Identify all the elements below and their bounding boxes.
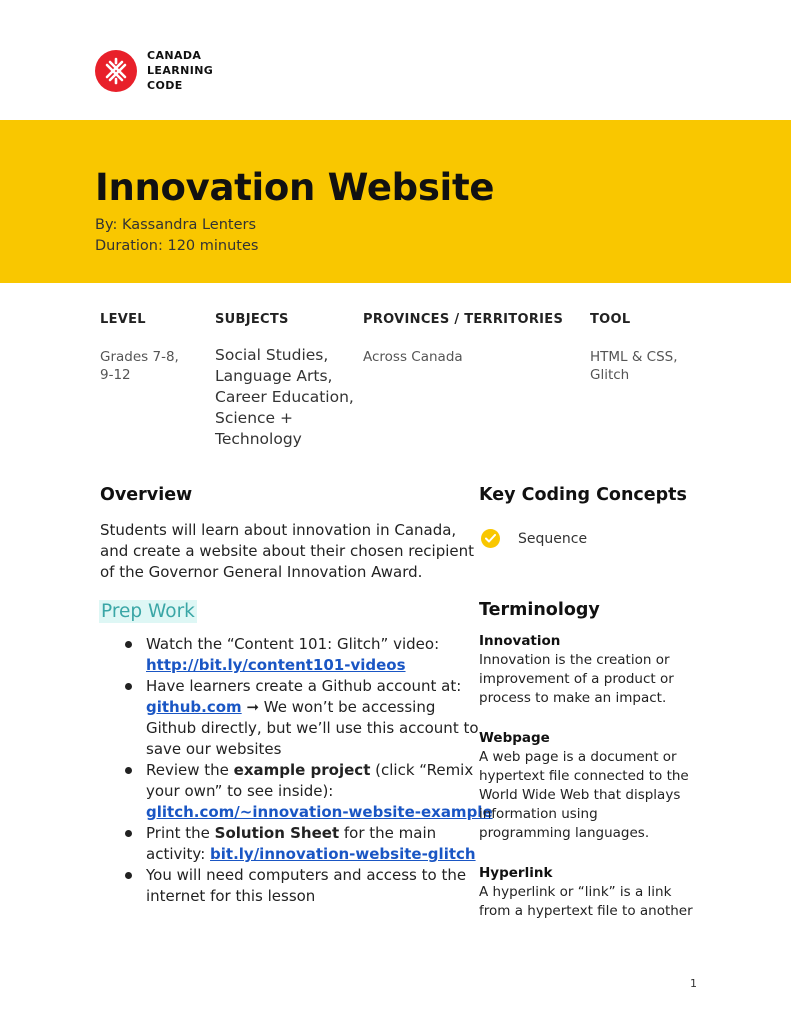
term-line: programming languages. (479, 825, 650, 841)
meta-subjects-heading: SUBJECTS (215, 312, 289, 327)
meta-line: Across Canada (363, 349, 463, 365)
list-item (122, 634, 482, 676)
prep-text: Have learners create a Github account at: (146, 677, 462, 695)
term-webpage (479, 729, 709, 843)
prep-work-heading: Prep Work (101, 601, 195, 622)
meta-provinces-value (363, 348, 563, 366)
term-line: hypertext file connected to the (479, 768, 689, 784)
bullet (125, 872, 132, 879)
prep-text: Print the (146, 824, 215, 842)
solution-sheet-label: Solution Sheet (214, 824, 340, 842)
prep-text: for the main (339, 824, 437, 842)
list-item (122, 865, 482, 907)
meta-tool-heading: TOOL (590, 312, 631, 327)
term-name: Innovation (479, 633, 561, 649)
overview-heading: Overview (100, 485, 193, 505)
term-line: World Wide Web that displays (479, 787, 681, 803)
prep-text: internet for this lesson (146, 887, 316, 905)
bullet (125, 683, 132, 690)
prep-text: We won’t be accessing (259, 698, 436, 716)
meta-line: Technology (215, 430, 302, 448)
meta-line: Grades 7-8, (100, 349, 179, 365)
prep-text: save our websites (146, 740, 282, 758)
meta-level-value (100, 348, 179, 384)
arrow-icon: ➞ (246, 698, 260, 716)
term-line: from a hypertext file to another (479, 903, 693, 919)
canada-learning-code-icon (95, 50, 137, 92)
term-line: process to make an impact. (479, 690, 667, 706)
key-concepts-heading: Key Coding Concepts (479, 485, 687, 505)
meta-line: Career Education, (215, 388, 354, 406)
concept-item (481, 529, 587, 548)
logo-line: LEARNING (147, 64, 214, 77)
term-line: improvement of a product or (479, 671, 674, 687)
prep-text: your own” to see inside): (146, 782, 334, 800)
overview-line: and create a website about their chosen recipient (100, 542, 475, 560)
logo-wordmark (147, 48, 213, 93)
term-name: Hyperlink (479, 865, 553, 881)
meta-line: Language Arts, (215, 367, 333, 385)
logo (95, 48, 213, 93)
term-name: Webpage (479, 730, 550, 746)
duration: Duration: 120 minutes (95, 238, 259, 254)
term-innovation (479, 632, 709, 708)
term-line: A hyperlink or “link” is a link (479, 884, 672, 900)
overview-line: of the Governor General Innovation Award. (100, 563, 423, 581)
github-link[interactable]: github.com (146, 698, 242, 716)
byline (95, 215, 258, 257)
meta-level (100, 312, 179, 384)
glitch-example-link[interactable]: glitch.com/~innovation-website-example (146, 803, 493, 821)
meta-line: Science + (215, 409, 293, 427)
meta-line: Social Studies, (215, 346, 329, 364)
logo-line: CODE (147, 79, 183, 92)
list-item (122, 760, 493, 823)
page-number: 1 (690, 977, 697, 990)
meta-subjects-value (215, 345, 354, 450)
bullet (125, 641, 132, 648)
meta-line: 9-12 (100, 367, 131, 383)
content101-link[interactable]: http://bit.ly/content101-videos (146, 656, 406, 674)
check-circle-icon (481, 529, 500, 548)
meta-line: Glitch (590, 367, 630, 383)
overview-text (100, 520, 475, 583)
list-item (122, 676, 482, 760)
meta-line: HTML & CSS, (590, 349, 678, 365)
prep-list (122, 634, 493, 907)
prep-text: (click “Remix (370, 761, 474, 779)
prep-text: You will need computers and access to the (146, 866, 467, 884)
example-project-label: example project (233, 761, 371, 779)
meta-tool (590, 312, 678, 384)
bullet (125, 830, 132, 837)
term-line: A web page is a document or (479, 749, 677, 765)
term-hyperlink (479, 864, 709, 921)
meta-tool-value (590, 348, 678, 384)
term-line: information using (479, 806, 598, 822)
list-item (122, 823, 482, 865)
term-line: Innovation is the creation or (479, 652, 670, 668)
logo-line: CANADA (147, 49, 202, 62)
prep-text: Review the (146, 761, 234, 779)
meta-level-heading: LEVEL (100, 312, 146, 327)
overview-line: Students will learn about innovation in Canada, (100, 521, 457, 539)
meta-subjects (215, 312, 354, 450)
terminology-heading: Terminology (479, 600, 600, 620)
prep-text: activity: (146, 845, 211, 863)
prep-text: Watch the “Content 101: Glitch” video: (146, 635, 440, 653)
meta-provinces (363, 312, 563, 366)
prep-text: Github directly, but we’ll use this account to (146, 719, 479, 737)
page-title: Innovation Website (95, 166, 495, 209)
concept-label: Sequence (518, 530, 588, 547)
meta-provinces-heading: PROVINCES / TERRITORIES (363, 312, 564, 327)
author: By: Kassandra Lenters (95, 217, 257, 233)
solution-sheet-link[interactable]: bit.ly/innovation-website-glitch (210, 845, 476, 863)
bullet (125, 767, 132, 774)
